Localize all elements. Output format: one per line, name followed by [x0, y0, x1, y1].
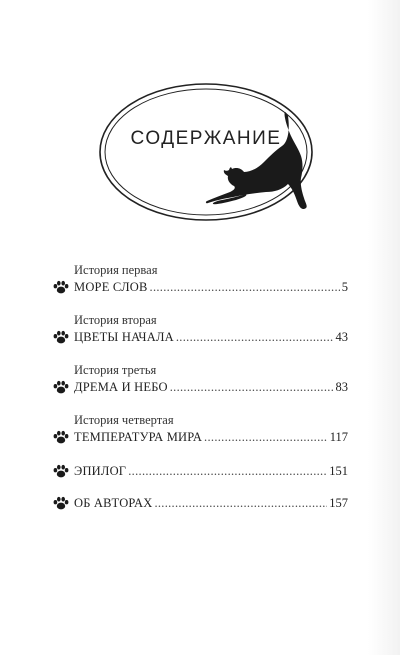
- toc-entry: [52, 312, 348, 346]
- dot-leader: [170, 378, 334, 396]
- toc-entry: [52, 262, 348, 296]
- entry-page-number: 83: [335, 380, 348, 394]
- paw-icon: [52, 430, 70, 444]
- paw-icon: [52, 464, 70, 478]
- entry-title: ТЕМПЕРАТУРА МИРА: [74, 430, 203, 444]
- entry-line: [52, 462, 348, 480]
- toc-entry: [52, 494, 348, 512]
- dot-leader: [176, 328, 334, 346]
- paw-icon: [52, 496, 70, 510]
- entry-page-number: 117: [329, 430, 348, 444]
- entry-title: ДРЕМА И НЕБО: [74, 380, 168, 394]
- toc-entry: [52, 362, 348, 396]
- entry-line: [52, 328, 348, 346]
- entry-title: ЦВЕТЫ НАЧАЛА: [74, 330, 174, 344]
- entry-subtitle: История четвертая: [74, 413, 174, 427]
- entry-title: МОРЕ СЛОВ: [74, 280, 148, 294]
- entry-line: [52, 378, 348, 396]
- entry-page-number: 157: [329, 496, 348, 510]
- entry-page-number: 43: [335, 330, 348, 344]
- entry-line: [52, 494, 348, 512]
- entry-line: [52, 428, 348, 446]
- contents-emblem: [96, 80, 328, 230]
- table-of-contents: [52, 262, 348, 526]
- entry-page-number: 5: [341, 280, 348, 294]
- entry-line: [52, 278, 348, 296]
- entry-title: ЭПИЛОГ: [74, 464, 127, 478]
- paw-icon: [52, 380, 70, 394]
- cat-silhouette-icon: [206, 112, 307, 209]
- entry-page-number: 151: [329, 464, 348, 478]
- entry-subtitle: История третья: [74, 363, 157, 377]
- page-title: СОДЕРЖАНИЕ: [130, 128, 282, 149]
- toc-entry: [52, 412, 348, 446]
- dot-leader: [128, 462, 327, 480]
- entry-subtitle: История вторая: [74, 313, 157, 327]
- paw-icon: [52, 280, 70, 294]
- dot-leader: [204, 428, 328, 446]
- dot-leader: [150, 278, 340, 296]
- oval-frame: [96, 80, 328, 230]
- entry-title: ОБ АВТОРАХ: [74, 496, 153, 510]
- dot-leader: [154, 494, 327, 512]
- toc-entry: [52, 462, 348, 480]
- paw-icon: [52, 330, 70, 344]
- entry-subtitle: История первая: [74, 263, 158, 277]
